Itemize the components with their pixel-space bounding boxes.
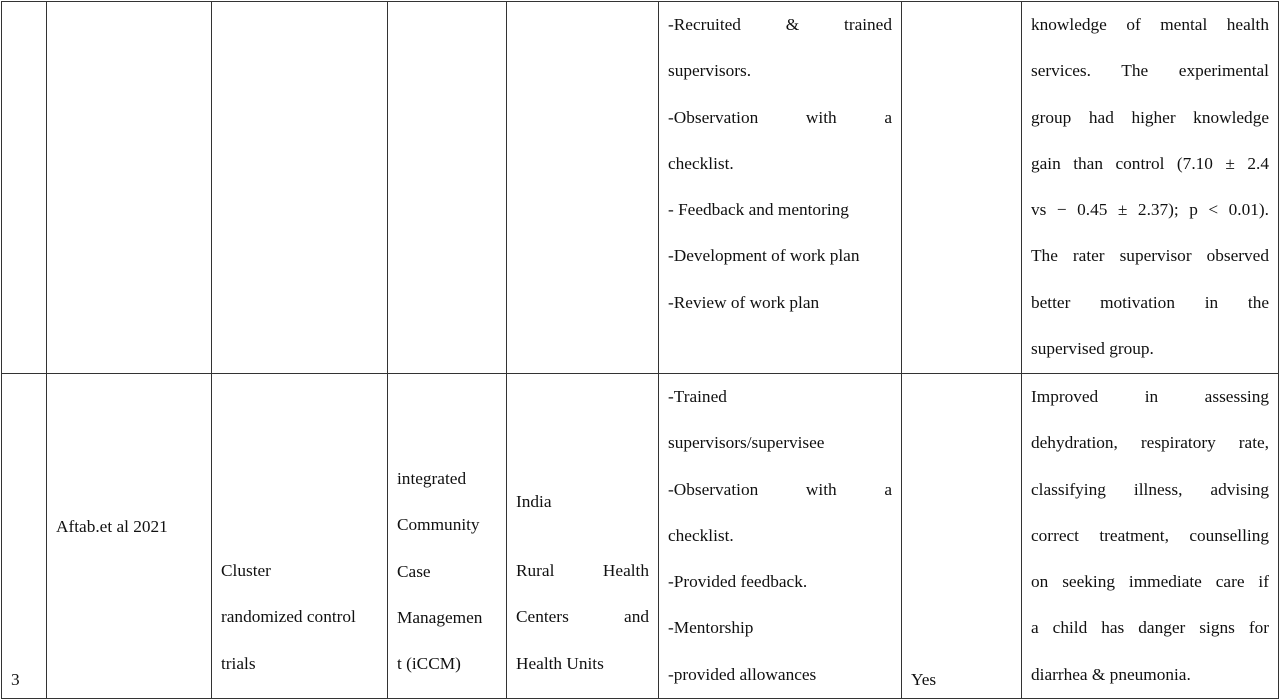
methods-line: -Review of work plan <box>668 292 820 312</box>
intervention-line: integrated <box>397 469 467 488</box>
outcome-line: better motivation in the <box>1031 292 1269 312</box>
outcome-line: knowledge of mental health <box>1031 15 1269 34</box>
cell-number <box>2 374 47 699</box>
methods-line: -Development of work plan <box>668 246 860 266</box>
methods-line: -Observation with a <box>668 479 892 499</box>
evidence-table <box>1 1 1279 699</box>
methods-line: -Trained <box>668 387 727 406</box>
cell-intervention <box>388 374 507 699</box>
cell-design <box>212 374 388 699</box>
cell-effective-prev <box>902 2 1022 374</box>
outcome-line: Improved in assessing <box>1031 387 1269 406</box>
methods-line: -Recruited & trained <box>668 15 892 34</box>
methods-line: supervisors. <box>668 61 752 81</box>
cell-outcome-prev <box>1022 2 1279 374</box>
cell-design-prev <box>212 2 388 374</box>
table-row-3 <box>2 374 1279 699</box>
outcome-line: The rater supervisor observed <box>1031 246 1269 266</box>
methods-line: checklist. <box>668 153 734 173</box>
cell-methods <box>659 374 902 699</box>
outcome-line: services. The experimental <box>1031 61 1269 81</box>
setting-country: India <box>516 492 552 511</box>
outcome-line: supervised group. <box>1031 339 1154 359</box>
intervention-line: Community <box>397 515 480 535</box>
methods-line: -Mentorship <box>668 618 754 638</box>
outcome-line: vs − 0.45 ± 2.37); p < 0.01). <box>1031 200 1269 220</box>
methods-line: - Feedback and mentoring <box>668 200 849 220</box>
outcome-line: classifying illness, advising <box>1031 479 1269 499</box>
methods-line: checklist. <box>668 525 734 545</box>
cell-setting <box>507 374 659 699</box>
cell-methods-prev <box>659 2 902 374</box>
outcome-line: on seeking immediate care if <box>1031 572 1269 592</box>
table-row-previous <box>2 2 1279 374</box>
cell-author-prev <box>47 2 212 374</box>
design-line: Cluster <box>221 561 271 580</box>
outcome-line: dehydration, respiratory rate, <box>1031 433 1269 453</box>
setting-line: Centers and <box>516 607 649 627</box>
outcome-line: a child has danger signs for <box>1031 618 1269 638</box>
intervention-line: t (iCCM) <box>397 654 461 674</box>
methods-line: -Provided feedback. <box>668 572 808 592</box>
methods-line: supervisors/supervisee <box>668 433 825 453</box>
cell-effective <box>902 374 1022 699</box>
methods-line: -Observation with a <box>668 107 892 127</box>
intervention-line: Case <box>397 561 431 581</box>
outcome-line: group had higher knowledge <box>1031 107 1269 127</box>
cell-author <box>47 374 212 699</box>
methods-line: -provided allowances <box>668 664 817 684</box>
setting-line: Health Units <box>516 653 604 673</box>
intervention-line: Managemen <box>397 607 483 627</box>
row-number: 3 <box>11 670 20 690</box>
setting-line: Rural Health <box>516 561 649 580</box>
design-line: trials <box>221 653 256 673</box>
author-text: Aftab.et al 2021 <box>56 517 168 536</box>
cell-setting-prev <box>507 2 659 374</box>
cell-number-prev <box>2 2 47 374</box>
cell-outcome <box>1022 374 1279 699</box>
cell-intervention-prev <box>388 2 507 374</box>
effective-text: Yes <box>911 670 937 690</box>
outcome-line: gain than control (7.10 ± 2.4 <box>1031 153 1269 173</box>
design-line: randomized control <box>221 607 356 627</box>
outcome-line: correct treatment, counselling <box>1031 525 1269 545</box>
outcome-line: diarrhea & pneumonia. <box>1031 664 1191 684</box>
